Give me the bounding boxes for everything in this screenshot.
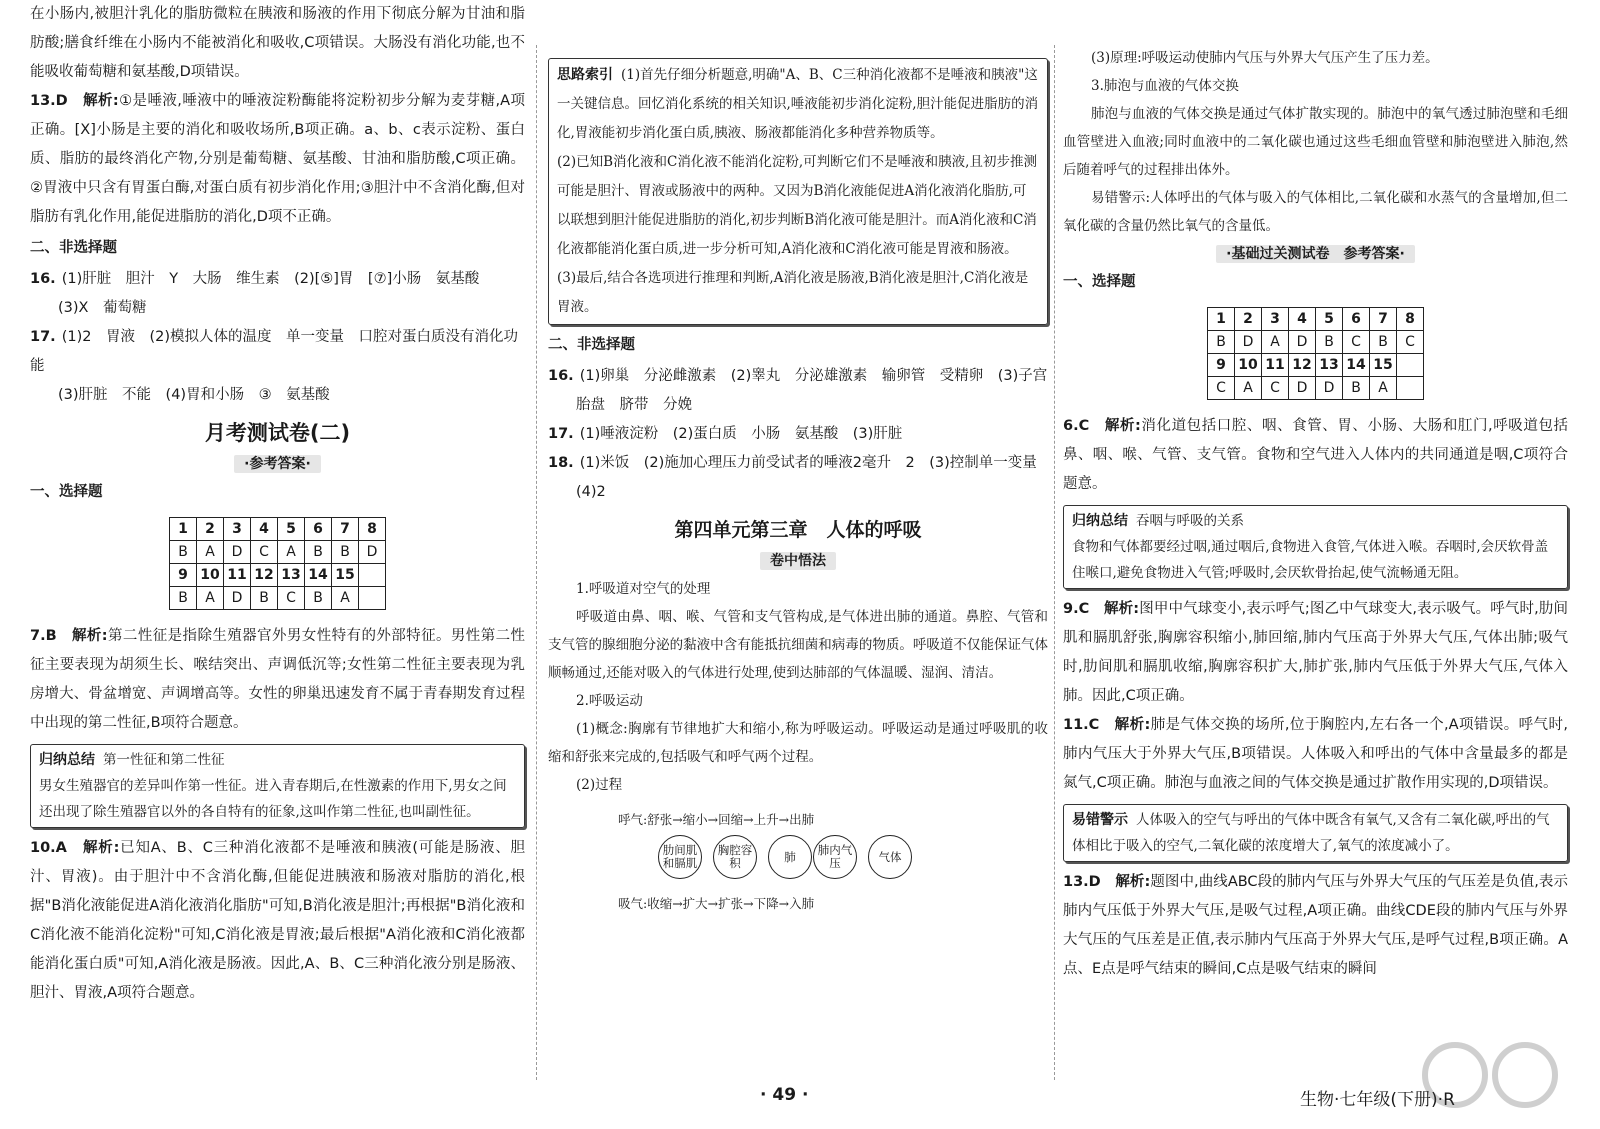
answer-table (1207, 307, 1424, 400)
table-cell: 4 (251, 518, 278, 541)
question-number: 9.C (1063, 601, 1090, 617)
section-heading: 二、非选择题 (30, 240, 117, 256)
answer-16-cont: 胎盘 脐带 分娩 (576, 397, 692, 413)
table-cell (359, 564, 386, 587)
table-cell: B (1208, 331, 1235, 354)
answer-text: (1)2 胃液 (2)模拟人体的温度 单一变量 口腔对蛋白质没有消化功能 (30, 329, 518, 374)
answer-text: (1)卵巢 分泌雌激素 (2)睾丸 分泌雄激素 输卵管 受精卵 (3)子宫 (579, 368, 1048, 384)
analysis-text: 第二性征是指除生殖器官外男女性特有的外部特征。男性第二性征主要表现为胡须生长、喉结突出、声调低沉等;女性第二性征主要表现为乳房增大、骨盆增宽、声调增高等。女性的卵巢迅速发育不属于青春期发育过程中出现的第二性征,B项符合题意。 (30, 628, 526, 731)
question-number: 17. (548, 426, 574, 442)
box-text: 男女生殖器官的差异叫作第一性征。进入青春期后,在性激素的作用下,男女之间还出现了除生殖器官以外的各自特有的征象,这叫作第二性征,也叫副性征。 (39, 778, 507, 820)
subsection-title: (2)过程 (576, 777, 623, 793)
subsection-text: 易错警示:人体呼出的气体与吸入的气体相比,二氧化碳和水蒸气的含量增加,但二氧化碳的含量仍然比氧气的含量低。 (1063, 190, 1568, 234)
table-cell: C (1262, 377, 1289, 400)
table-row (1208, 308, 1424, 331)
table-cell: B (1343, 377, 1370, 400)
question-number: 11.C (1063, 717, 1100, 733)
answer-7 (30, 622, 525, 738)
question-number: 13.D (30, 93, 68, 109)
analysis-label: 解析: (1115, 874, 1151, 890)
table-cell: C (278, 587, 305, 610)
table-cell: B (251, 587, 278, 610)
box-title: 归纳总结 (39, 752, 95, 768)
box-text: (2)已知B消化液和C消化液不能消化淀粉,可判断它们不是唾液和胰液,且初步推测可能是胆汁、胃液或肠液中的两种。又因为B消化液能促进A消化液消化脂肪,可以联想到胆汁能促进脂肪的消化,初步判断B消化液可能是胆汁。而A消化液和C消化液都能消化蛋白质,进一步分析可知,A消化液和C消化液可能是胃液和肠液。 (557, 154, 1037, 257)
column-right (1063, 0, 1568, 1080)
diagram-node: 肋间肌和膈肌 (658, 835, 702, 879)
diagram-node: 肺 (768, 835, 812, 879)
exhale-row: 呼气:舒张→缩小→回缩→上升→出肺 (618, 812, 815, 827)
summary-box (30, 744, 525, 828)
table-cell: 5 (278, 518, 305, 541)
table-cell: 9 (1208, 354, 1235, 377)
answer-text: (1)肝脏 胆汁 Y 大肠 维生素 (2)[⑤]胃 [⑦]小肠 氨基酸 (61, 271, 480, 287)
table-cell: 7 (332, 518, 359, 541)
column-divider (536, 45, 537, 1080)
method-content-cont (1063, 44, 1568, 240)
question-number: 6.C (1063, 418, 1090, 434)
table-cell: B (305, 541, 332, 564)
table-cell: 8 (1397, 308, 1424, 331)
table-cell: 14 (305, 564, 332, 587)
ribbon-label: ·基础过关测试卷 参考答案· (1216, 245, 1415, 263)
table-cell: 1 (170, 518, 197, 541)
table-cell: A (1235, 377, 1262, 400)
method-heading (548, 549, 1048, 573)
table-cell: 13 (1316, 354, 1343, 377)
box-text: 人体吸入的空气与呼出的气体中既含有氧气,又含有二氧化碳,呼出的气体相比于吸入的空气,二氧化碳的浓度增大了,氧气的浓度减小了。 (1072, 812, 1550, 854)
question-number: 7.B (30, 628, 57, 644)
table-cell: 6 (1343, 308, 1370, 331)
page-number: · 49 · (760, 1085, 809, 1105)
table-cell (359, 587, 386, 610)
analysis-text: 题图中,曲线ABC段的肺内气压与外界大气压的气压差是负值,表示肺内气压低于外界大气压,是吸气过程,A项正确。曲线CDE段的肺内气压与外界大气压的气压差是正值,表示肺内气压高于外界大气压,是呼气过程,B项正确。A点、E点是呼气结束的瞬间,C点是吸气结束的瞬间 (1063, 874, 1568, 977)
table-cell: D (1289, 377, 1316, 400)
question-number: 18. (548, 455, 574, 471)
table-cell: C (1343, 331, 1370, 354)
reference-answer-heading (30, 452, 525, 476)
table-cell: 11 (1262, 354, 1289, 377)
table-cell: A (278, 541, 305, 564)
table-cell: 9 (170, 564, 197, 587)
analysis-label: 解析: (83, 840, 120, 856)
method-content (548, 575, 1048, 799)
warning-box (1063, 804, 1568, 862)
table-row (170, 587, 386, 610)
answer-text: (1)米饭 (2)施加心理压力前受试者的唾液2毫升 2 (3)控制单一变量 (579, 455, 1037, 471)
table-cell: 2 (1235, 308, 1262, 331)
answer-17-cont: (3)肝脏 不能 (4)胃和小肠 ③ 氨基酸 (58, 387, 330, 403)
table-cell: 12 (1289, 354, 1316, 377)
table-cell: A (332, 587, 359, 610)
table-cell: B (1316, 331, 1343, 354)
answer-11 (1063, 711, 1568, 798)
table-cell (1397, 354, 1424, 377)
analysis-text: ①是唾液,唾液中的唾液淀粉酶能将淀粉初步分解为麦芽糖,A项正确。[X]小肠是主要的消化和吸收场所,B项正确。a、b、c表示淀粉、蛋白质、脂肪的最终消化产物,分别是葡萄糖、氨基酸、甘油和脂肪酸,C项正确。②胃液中只含有胃蛋白酶,对蛋白质有初步消化作用;③胆汁中不含消化酶,但对脂肪有乳化作用,能促进脂肪的消化,D项不正确。 (30, 93, 526, 225)
reference-answer-heading (1063, 242, 1568, 266)
table-cell: 3 (1262, 308, 1289, 331)
table-cell: D (1316, 377, 1343, 400)
paragraph-intro: 在小肠内,被胆汁乳化的脂肪微粒在胰液和肠液的作用下彻底分解为甘油和脂肪酸;膳食纤维在小肠内不能被消化和吸收,C项错误。大肠没有消化功能,也不能吸收葡萄糖和氨基酸,D项错误。 (30, 6, 525, 80)
table-cell: 6 (305, 518, 332, 541)
summary-box (1063, 505, 1568, 589)
question-number: 16. (30, 271, 56, 287)
box-title: 归纳总结 (1072, 513, 1128, 529)
answer-18-cont: (4)2 (576, 484, 606, 500)
table-row (170, 564, 386, 587)
analysis-text: 肺是气体交换的场所,位于胸腔内,左右各一个,A项错误。呼气时,肺内气压大于外界大气压,B项错误。人体吸入和呼出的气体中含量最多的都是氮气,C项正确。肺泡与血液之间的气体交换是通过扩散作用实现的,D项错误。 (1063, 717, 1568, 791)
table-cell: 13 (278, 564, 305, 587)
table-cell: D (224, 541, 251, 564)
column-middle (548, 0, 1048, 1080)
table-cell: C (251, 541, 278, 564)
answer-6 (1063, 412, 1568, 499)
table-cell: 8 (359, 518, 386, 541)
ribbon-label: ·参考答案· (234, 455, 321, 473)
box-text: 食物和气体都要经过咽,通过咽后,食物进入食管,气体进入喉。吞咽时,会厌软骨盖住喉口,避免食物进入气管;呼吸时,会厌软骨抬起,使气流畅通无阻。 (1072, 539, 1549, 581)
table-cell: A (1370, 377, 1397, 400)
table-cell: D (359, 541, 386, 564)
box-text: (1)首先仔细分析题意,明确"A、B、C三种消化液都不是唾液和胰液"这一关键信息。回忆消化系统的相关知识,唾液能初步消化淀粉,胆汁能促进脂肪的消化,胃液能初步消化蛋白质,胰液、肠液都能消化多种营养物质等。 (557, 67, 1039, 141)
box-subtitle: 第一性征和第二性征 (103, 752, 225, 768)
table-cell: D (224, 587, 251, 610)
table-cell: 14 (1343, 354, 1370, 377)
table-cell: B (332, 541, 359, 564)
answer-text: (1)唾液淀粉 (2)蛋白质 小肠 氨基酸 (3)肝脏 (579, 426, 903, 442)
table-cell: C (1397, 331, 1424, 354)
box-title: 易错警示 (1072, 812, 1128, 828)
analysis-label: 解析: (83, 93, 119, 109)
diagram-node: 气体 (868, 835, 912, 879)
table-cell: 7 (1370, 308, 1397, 331)
table-cell: 11 (224, 564, 251, 587)
table-cell: 10 (197, 564, 224, 587)
table-cell: 2 (197, 518, 224, 541)
table-cell: 5 (1316, 308, 1343, 331)
question-number: 10.A (30, 840, 67, 856)
chapter-title: 第四单元第三章 人体的呼吸 (674, 519, 922, 541)
analysis-text: 图甲中气球变小,表示呼气;图乙中气球变大,表示吸气。呼气时,肋间肌和膈肌舒张,胸廓容积缩小,肺回缩,肺内气压高于外界大气压,气体出肺;吸气时,肋间肌和膈肌收缩,胸廓容积扩大,肺扩张,肺内气压低于外界大气压,气体入肺。因此,C项正确。 (1063, 601, 1568, 704)
table-cell: C (1208, 377, 1235, 400)
table-cell: 3 (224, 518, 251, 541)
answer-13 (30, 87, 525, 232)
answer-16 (30, 265, 525, 294)
answer-17 (30, 323, 525, 381)
section-heading: 一、选择题 (1063, 274, 1136, 290)
table-cell: B (305, 587, 332, 610)
table-cell: A (197, 541, 224, 564)
question-number: 13.D (1063, 874, 1101, 890)
table-cell: B (170, 587, 197, 610)
answer-9 (1063, 595, 1568, 711)
subsection-title: 1.呼吸道对空气的处理 (576, 581, 711, 597)
subsection-title: 3.肺泡与血液的气体交换 (1091, 78, 1239, 94)
table-cell: 15 (332, 564, 359, 587)
section-heading: 一、选择题 (30, 484, 103, 500)
answer-18 (548, 449, 1048, 478)
column-left (30, 0, 525, 1080)
analysis-label: 解析: (1104, 418, 1141, 434)
subsection-text: (3)原理:呼吸运动使肺内气压与外界大气压产生了压力差。 (1091, 50, 1439, 66)
table-row (170, 541, 386, 564)
analysis-label: 解析: (1114, 717, 1151, 733)
analysis-label: 解析: (1104, 601, 1140, 617)
subsection-text: 肺泡与血液的气体交换是通过气体扩散实现的。肺泡中的氧气透过肺泡壁和毛细血管壁进入血液;同时血液中的二氧化碳也通过这些毛细血管壁和肺泡壁进入肺泡,然后随着呼气的过程排出体外。 (1063, 106, 1568, 178)
answer-17 (548, 420, 1048, 449)
analysis-text: 已知A、B、C三种消化液都不是唾液和胰液(可能是肠液、胆汁、胃液)。由于胆汁中不含消化酶,但能促进胰液和肠液对脂肪的消化,根据"B消化液能促进A消化液消化脂肪"可知,B消化液是胆汁;再根据"B消化液和C消化液不能消化淀粉"可知,C消化液是胃液;最后根据"A消化液和C消化液都能消化蛋白质"可知,A消化液是肠液。因此,A、B、C三种消化液分别是肠液、胆汁、胃液,A项符合题意。 (30, 840, 525, 1001)
inhale-row: 吸气:收缩→扩大→扩张→下降→入肺 (618, 896, 815, 911)
subsection-text: 呼吸道由鼻、咽、喉、气管和支气管构成,是气体进出肺的通道。鼻腔、气管和支气管的腺细胞分泌的黏液中含有能抵抗细菌和病毒的物质。呼吸道不仅能保证气体顺畅通过,还能对吸入的气体进行处理,使到达肺部的气体温暖、湿润、清洁。 (548, 609, 1048, 681)
breathing-process-diagram (618, 805, 1048, 915)
box-text: (3)最后,结合各选项进行推理和判断,A消化液是肠液,B消化液是胆汁,C消化液是胃液。 (557, 270, 1029, 315)
answer-13 (1063, 868, 1568, 984)
column-divider (1054, 45, 1055, 1080)
table-cell: 10 (1235, 354, 1262, 377)
table-row (1208, 377, 1424, 400)
box-subtitle: 吞咽与呼吸的关系 (1136, 513, 1244, 529)
answer-16-cont: (3)X 葡萄糖 (58, 300, 147, 316)
subsection-text: (1)概念:胸廓有节律地扩大和缩小,称为呼吸运动。呼吸运动是通过呼吸肌的收缩和舒张来完成的,包括吸气和呼气两个过程。 (548, 721, 1048, 765)
table-cell: 1 (1208, 308, 1235, 331)
book-label: 生物·七年级(下册)·R (1300, 1090, 1455, 1110)
table-row (170, 518, 386, 541)
answer-table (169, 517, 386, 610)
table-cell: B (170, 541, 197, 564)
table-cell: D (1289, 331, 1316, 354)
box-title: 思路索引 (557, 67, 613, 83)
table-cell: 15 (1370, 354, 1397, 377)
analysis-label: 解析: (71, 628, 108, 644)
hint-box (548, 58, 1048, 325)
diagram-node: 肺内气压 (813, 835, 857, 879)
answer-10 (30, 834, 525, 1008)
watermark-logo-icon (1420, 1030, 1560, 1120)
question-number: 16. (548, 368, 574, 384)
diagram-node: 胸腔容积 (713, 835, 757, 879)
ribbon-label: 卷中悟法 (760, 552, 836, 570)
test-title: 月考测试卷(二) (204, 421, 351, 445)
table-cell: 12 (251, 564, 278, 587)
answer-16 (548, 362, 1048, 391)
table-row (1208, 331, 1424, 354)
subsection-title: 2.呼吸运动 (576, 693, 643, 709)
table-cell: D (1235, 331, 1262, 354)
table-cell: 4 (1289, 308, 1316, 331)
question-number: 17. (30, 329, 56, 345)
table-cell (1397, 377, 1424, 400)
table-cell: A (1262, 331, 1289, 354)
table-cell: A (197, 587, 224, 610)
section-heading: 二、非选择题 (548, 337, 635, 353)
table-row (1208, 354, 1424, 377)
table-cell: B (1370, 331, 1397, 354)
analysis-text: 消化道包括口腔、咽、食管、胃、小肠、大肠和肛门,呼吸道包括鼻、咽、喉、气管、支气管。食物和空气进入人体内的共同通道是咽,C项符合题意。 (1063, 418, 1569, 492)
